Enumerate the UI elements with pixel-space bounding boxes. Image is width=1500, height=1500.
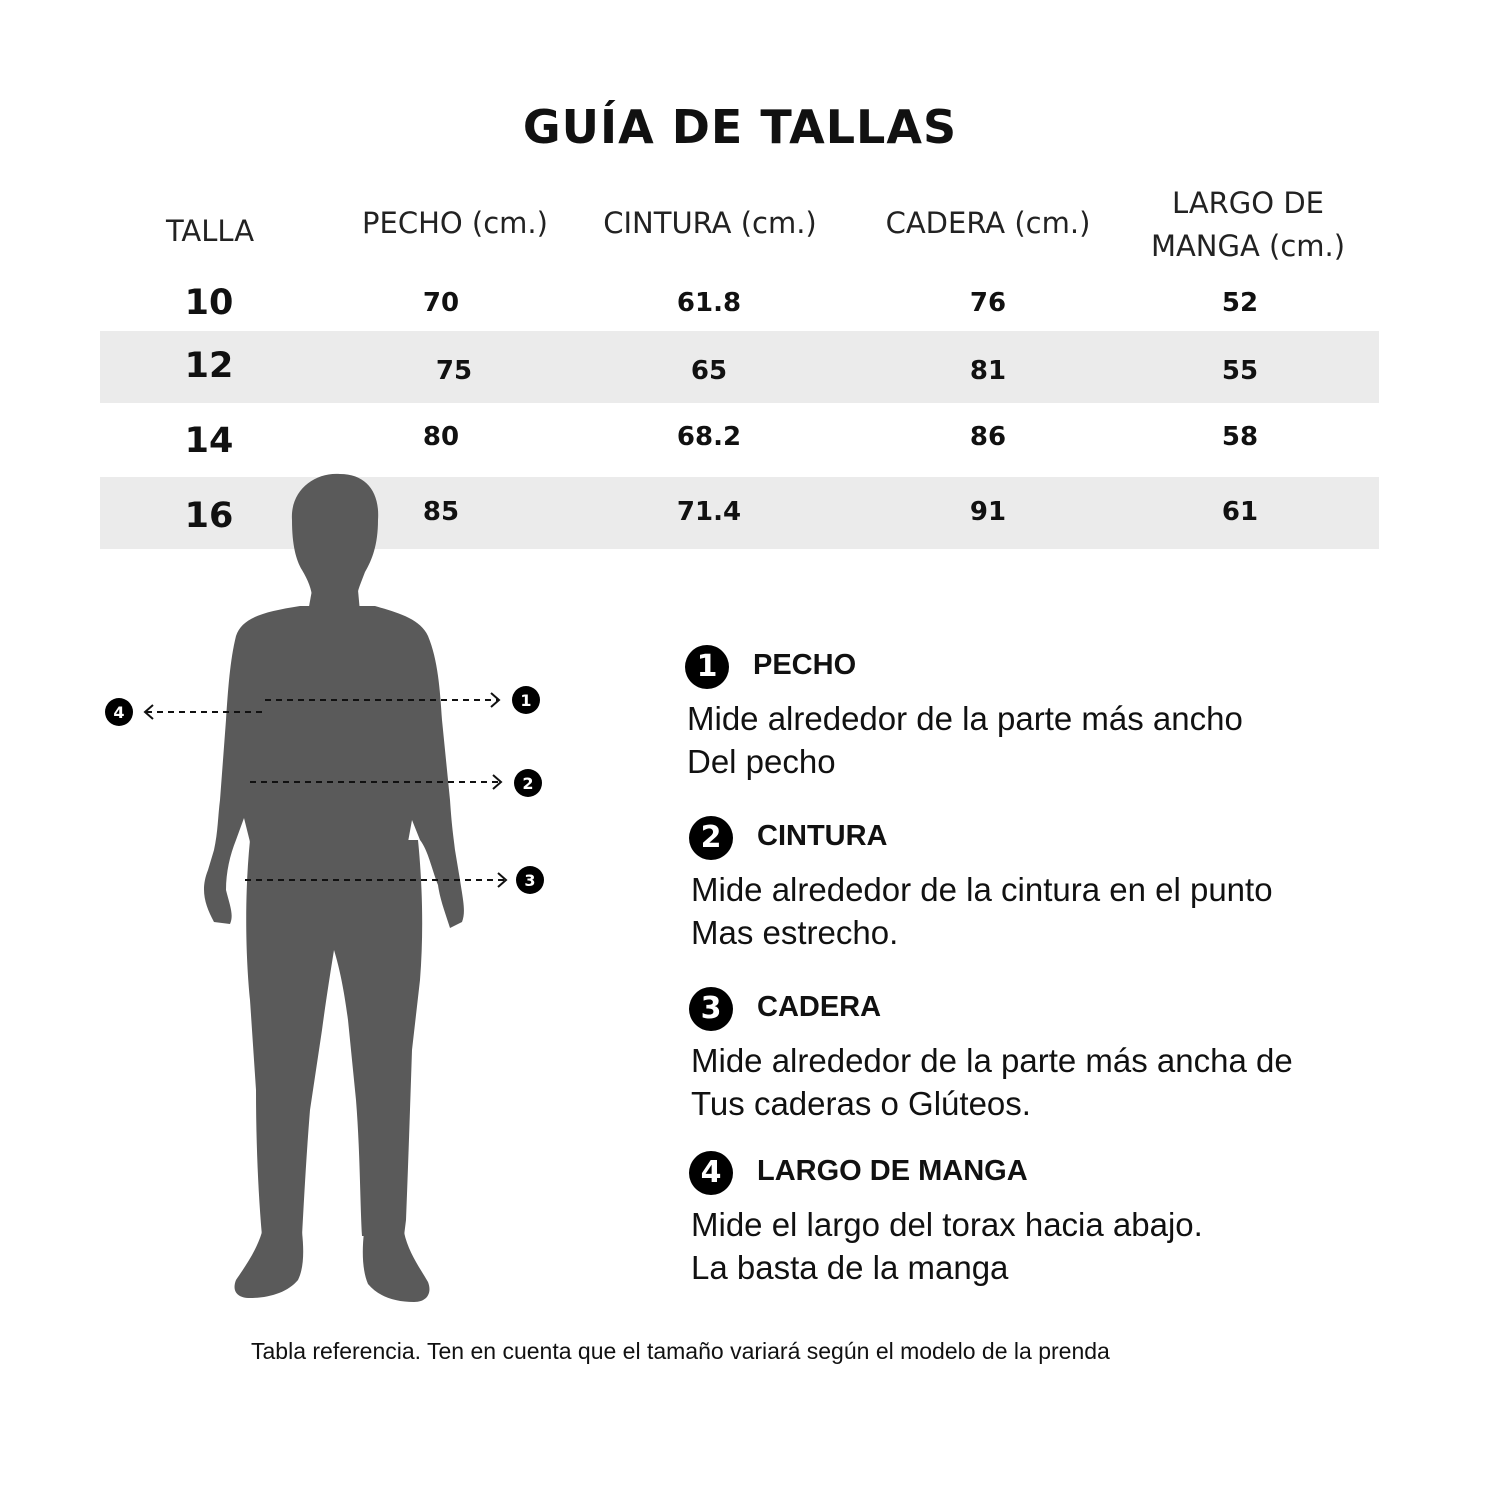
footnote: Tabla referencia. Ten en cuenta que el tamaño variará según el modelo de la prenda	[251, 1338, 1110, 1364]
header-cadera: CADERA (cm.)	[885, 206, 1091, 240]
number-badge: 4	[689, 1151, 733, 1195]
description-line: Tus caderas o Glúteos.	[691, 1085, 1031, 1122]
description-line: Mide alrededor de la parte más ancho	[687, 700, 1243, 737]
marker-1: 1	[520, 691, 532, 710]
table-cell-pecho: 80	[422, 422, 460, 452]
measurement-label: CADERA	[757, 991, 882, 1023]
description-line: Mide alrededor de la cintura en el punto	[691, 871, 1273, 908]
description-line: Mide alrededor de la parte más ancha de	[691, 1042, 1293, 1079]
table-cell-manga: 55	[1221, 356, 1259, 386]
header-cintura: CINTURA (cm.)	[603, 206, 817, 240]
description-line: La basta de la manga	[691, 1249, 1009, 1286]
table-cell-cintura: 61.8	[676, 288, 742, 318]
table-cell-cintura: 65	[690, 356, 728, 386]
header-largo-manga: LARGO DE MANGA (cm.)	[1150, 186, 1346, 263]
body-silhouette-figure	[95, 460, 565, 1320]
table-cell-talla: 14	[184, 421, 234, 461]
measurement-label: LARGO DE MANGA	[757, 1155, 1028, 1187]
table-cell-manga: 52	[1221, 288, 1259, 318]
number-badge: 1	[685, 645, 729, 689]
header-pecho: PECHO (cm.)	[362, 206, 548, 240]
table-cell-cintura: 71.4	[676, 497, 742, 527]
chest-arrowhead	[491, 693, 499, 707]
table-cell-pecho: 70	[422, 288, 460, 318]
table-cell-pecho: 75	[435, 356, 473, 386]
marker-4: 4	[113, 703, 125, 722]
page-title: GUÍA DE TALLAS	[522, 100, 958, 154]
measurement-description	[691, 1039, 1293, 1125]
table-cell-cadera: 91	[969, 497, 1007, 527]
description-line: Mas estrecho.	[691, 914, 899, 951]
number-badge: 2	[689, 816, 733, 860]
table-cell-manga: 61	[1221, 497, 1259, 527]
measurement-label: PECHO	[753, 649, 857, 681]
marker-2: 2	[522, 774, 534, 793]
person-silhouette	[204, 474, 464, 1302]
description-line: Mide el largo del torax hacia abajo.	[691, 1206, 1203, 1243]
table-cell-manga: 58	[1221, 422, 1259, 452]
table-cell-talla: 12	[184, 346, 234, 386]
table-cell-cadera: 81	[969, 356, 1007, 386]
measurement-description	[687, 697, 1243, 783]
table-cell-cadera: 76	[969, 288, 1007, 318]
number-badge: 3	[689, 987, 733, 1031]
table-cell-talla: 16	[184, 496, 234, 536]
header-talla: TALLA	[165, 214, 255, 248]
measurement-description	[691, 1203, 1203, 1289]
description-line: Del pecho	[687, 743, 836, 780]
marker-3: 3	[524, 871, 536, 890]
measurement-label: CINTURA	[757, 820, 888, 852]
table-cell-cintura: 68.2	[676, 422, 742, 452]
table-cell-talla: 10	[184, 283, 234, 323]
table-cell-cadera: 86	[969, 422, 1007, 452]
table-cell-pecho: 85	[422, 497, 460, 527]
measurement-description	[691, 868, 1273, 954]
